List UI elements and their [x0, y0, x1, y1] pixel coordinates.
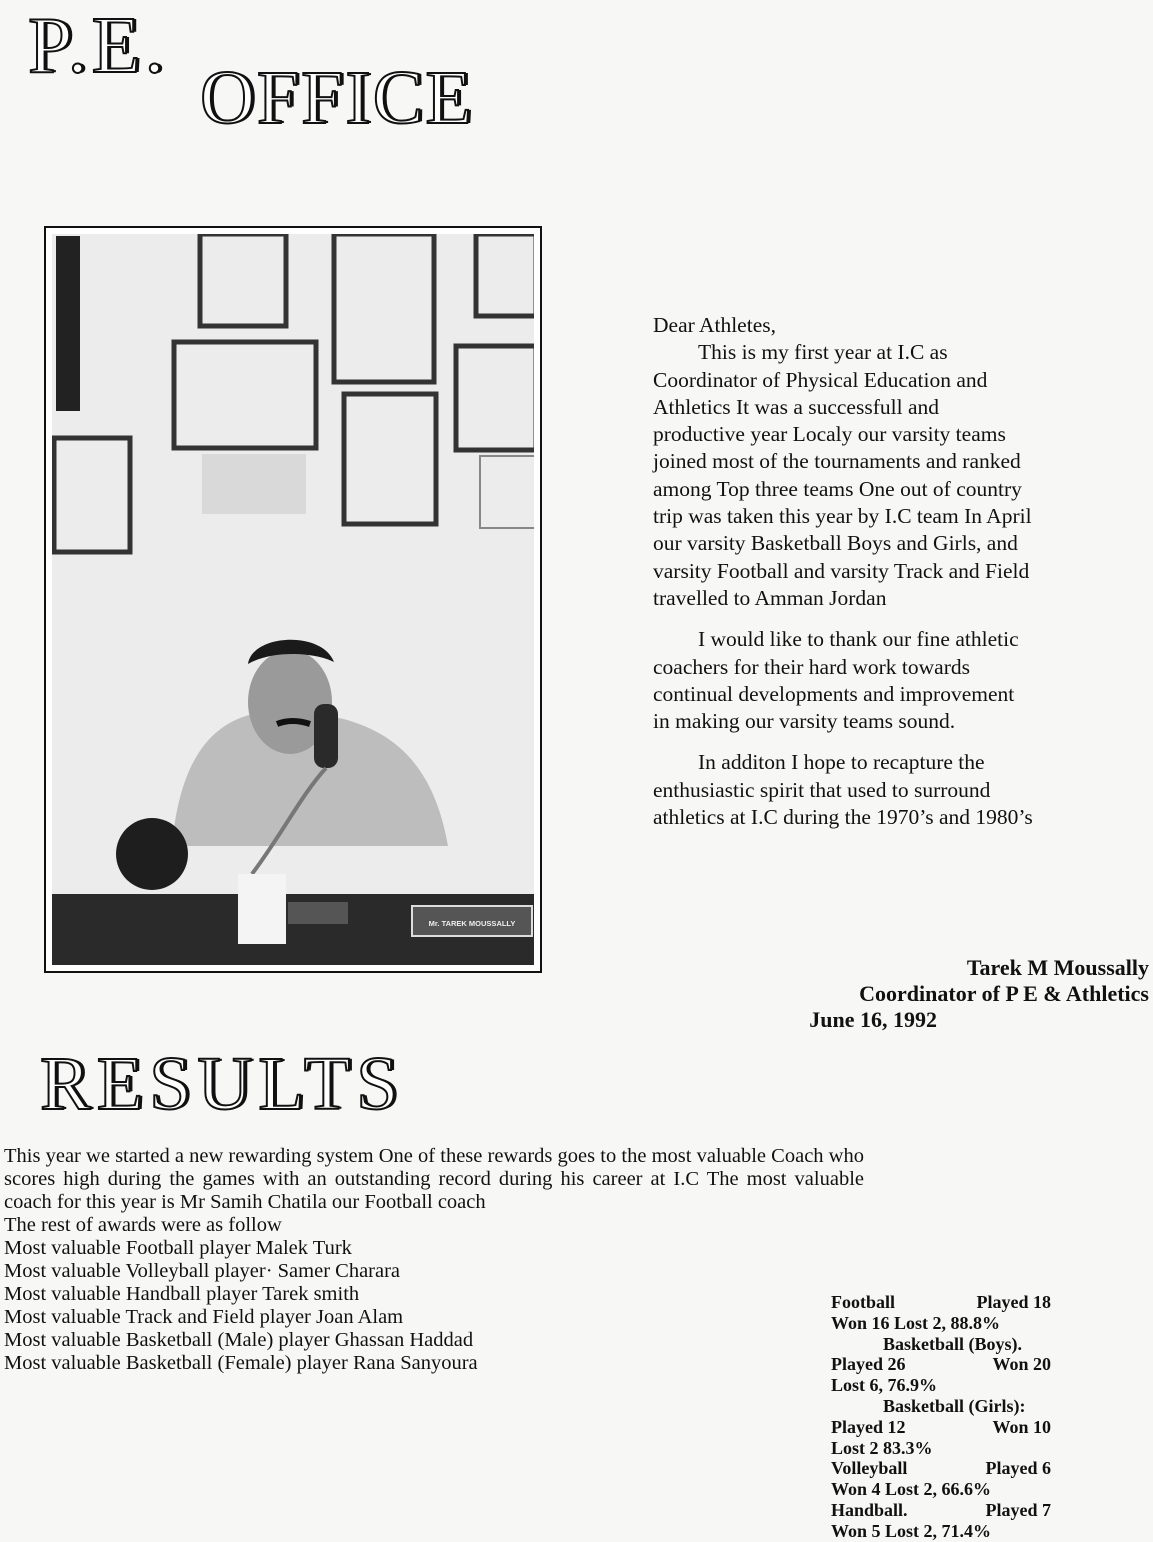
results-intro: This year we started a new rewarding system One of these rewards goes to the most valuable Coach who scores high during the games with an outstanding record during his career at I.C The most valuable coach for this year is Mr Samih Chatila our Football coach	[4, 1145, 864, 1213]
sport-label: Basketball (Boys).	[883, 1333, 1023, 1354]
letter-paragraph: I would like to thank our fine athletic coachers for their hard work towards continual developments and improvement in making our varsity teams sound.	[653, 627, 1019, 734]
results-title: RESULTS	[40, 1042, 405, 1126]
letter-paragraph: In additon I hope to recapture the enthusiastic spirit that used to surround athletics at I.C during the 1970’s and 1980’s	[653, 750, 1033, 830]
list-item: Most valuable Basketball (Female) player Rana Sanyoura	[4, 1352, 478, 1374]
signature-name: Tarek M Moussally	[966, 955, 1149, 980]
desk-phone	[238, 874, 286, 944]
sport-label: Football	[831, 1292, 896, 1312]
team-stats	[831, 1292, 1051, 1542]
awards-intro: The rest of awards were as follow	[4, 1214, 282, 1236]
stats-football	[831, 1292, 1051, 1313]
wall-frame	[476, 234, 534, 316]
played-value: Played 26	[831, 1354, 906, 1375]
wall-frame	[174, 342, 316, 448]
coordinator-letter	[653, 312, 1033, 831]
wall-panel	[56, 236, 80, 411]
office-illustration	[52, 234, 534, 965]
wall-frame	[480, 456, 534, 528]
stats-basketball-boys	[831, 1354, 1051, 1375]
sport-label: Volleyball	[831, 1458, 908, 1479]
person-mustache	[277, 721, 310, 724]
played-value: Played 7	[985, 1499, 1051, 1520]
signature-role: Coordinator of P E & Athletics	[859, 981, 1149, 1006]
photo-content	[52, 234, 534, 965]
list-item: Most valuable Handball player Tarek smith	[4, 1283, 360, 1305]
letter-salutation: Dear Athletes,	[653, 313, 776, 337]
wall-frame	[334, 234, 434, 382]
stats-volleyball	[831, 1458, 1051, 1479]
sport-label: Basketball (Girls):	[883, 1395, 1026, 1416]
wall-frame	[344, 394, 436, 524]
record-value: Won 5 Lost 2, 71.4%	[831, 1520, 992, 1541]
wall-frame	[54, 438, 130, 552]
letter-paragraph: This is my first year at I.C as Coordinator of Physical Education and Athletics It was a successfull and productive year Localy our varsity teams joined most of the tournaments and ranked among Top three teams One out of country trip was taken this year by I.C team In April our varsity Basketball Boys and Girls, and varsity Football and varsity Track and Field travelled to Amman Jordan	[653, 340, 1032, 610]
sport-label: Handball.	[831, 1499, 908, 1520]
record-value: Lost 2 83.3%	[831, 1437, 933, 1458]
won-value: Won 10	[992, 1416, 1051, 1437]
record-value: Lost 6, 76.9%	[831, 1375, 938, 1396]
wall-frame	[200, 234, 286, 326]
list-item: Most valuable Football player Malek Turk	[4, 1237, 352, 1259]
wall-poster	[202, 454, 306, 514]
stats-handball	[831, 1500, 1051, 1521]
signature-date: June 16, 1992	[809, 1007, 937, 1032]
list-item: Most valuable Basketball (Male) player Ghassan Haddad	[4, 1329, 474, 1351]
awards-list	[4, 1237, 864, 1375]
page-title-office: OFFICE	[200, 56, 474, 140]
played-value: Played 12	[831, 1416, 906, 1437]
telephone-handset	[314, 704, 338, 768]
results-section	[4, 1145, 864, 1375]
stats-basketball-girls	[831, 1417, 1051, 1438]
letter-signature	[809, 955, 1149, 1033]
won-value: Won 20	[992, 1354, 1051, 1375]
nameplate-text: Mr. TAREK MOUSSALLY	[428, 919, 516, 928]
list-item: Most valuable Track and Field player Joan Alam	[4, 1306, 404, 1328]
played-value: Played 6	[985, 1458, 1051, 1479]
record-value: Won 4 Lost 2, 66.6%	[831, 1479, 992, 1500]
played-value: Played 18	[976, 1292, 1051, 1312]
wall-frame	[456, 346, 534, 450]
page-title-pe: P.E.	[28, 2, 169, 90]
coordinator-photo	[44, 226, 542, 973]
ball	[116, 818, 188, 890]
desk-item	[288, 902, 348, 924]
record-value: Won 16 Lost 2, 88.8%	[831, 1312, 1001, 1333]
list-item: Most valuable Volleyball player· Samer Charara	[4, 1260, 401, 1282]
